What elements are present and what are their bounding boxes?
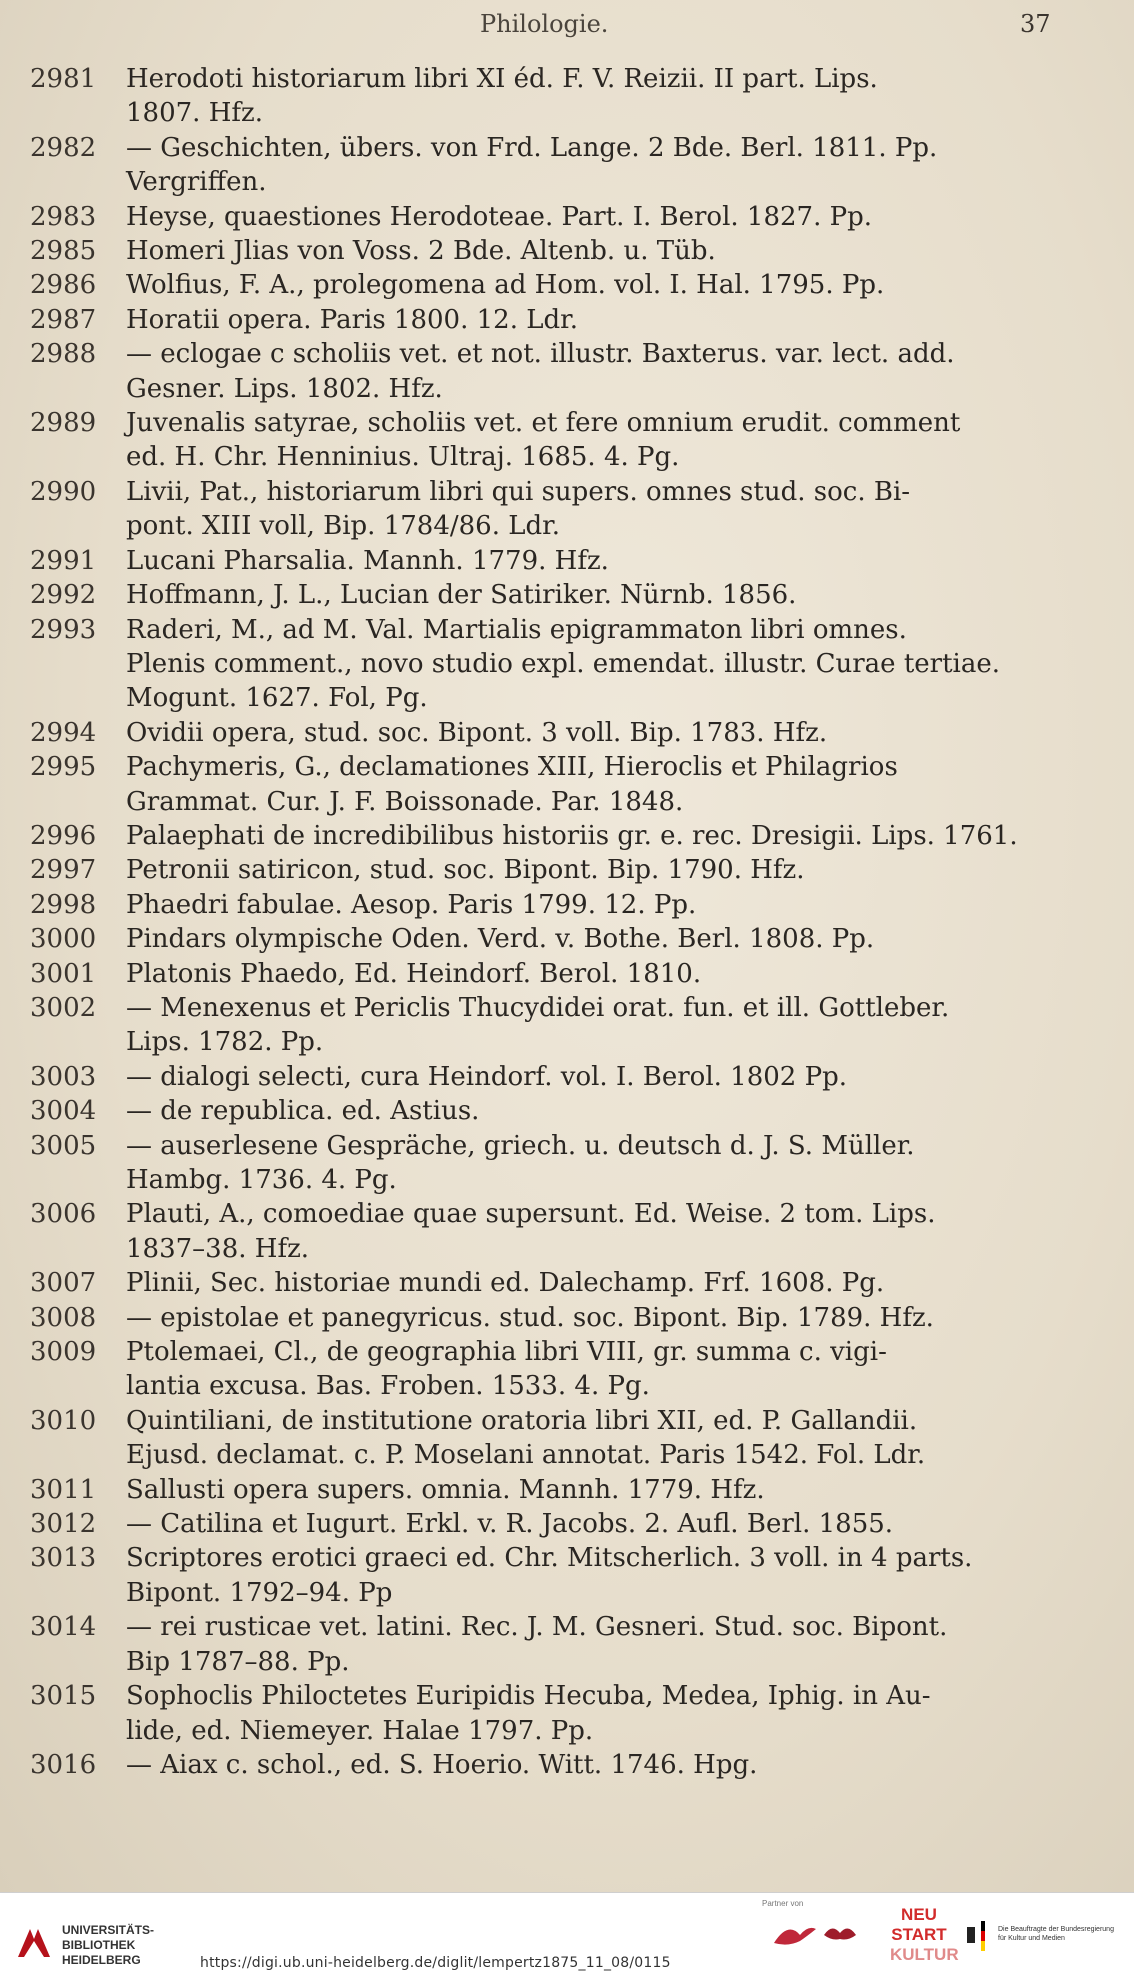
entry-line: — auserlesene Gespräche, griech. u. deutsch d. J. S. Müller. xyxy=(126,1130,915,1161)
entry-number: 3008 xyxy=(30,1302,97,1333)
entry-number: 2983 xyxy=(30,201,97,232)
entry-line: Lips. 1782. Pp. xyxy=(126,1027,324,1058)
catalog-entry xyxy=(30,1266,1070,1300)
entry-number: 3010 xyxy=(30,1405,97,1436)
entry-line: Bip 1787–88. Pp. xyxy=(126,1646,350,1677)
entry-line: Grammat. Cur. J. F. Boissonade. Par. 1848. xyxy=(126,786,684,817)
entry-number: 2985 xyxy=(30,236,97,267)
page-title: Philologie. xyxy=(480,10,609,38)
entry-number: 3006 xyxy=(30,1199,97,1230)
catalog-entry xyxy=(30,337,1070,406)
entry-text xyxy=(126,1335,1070,1404)
entry-number: 2992 xyxy=(30,580,97,611)
entry-line: Plenis comment., novo studio expl. emendat. illustr. Curae tertiae. xyxy=(126,648,1000,679)
federal-commissioner-text[interactable]: Die Beauftragte der Bundesregierung für Kultur und Medien xyxy=(998,1926,1114,1942)
entry-text xyxy=(126,406,1070,475)
catalog-entry xyxy=(30,613,1070,716)
catalog-entry xyxy=(30,1301,1070,1335)
entry-line: Hambg. 1736. 4. Pg. xyxy=(126,1165,397,1195)
catalog-entry xyxy=(30,1541,1070,1610)
entry-number: 2998 xyxy=(30,889,97,920)
entry-text xyxy=(126,131,1070,200)
entry-text xyxy=(126,1060,1070,1094)
entry-line: Herodoti historiarum libri XI éd. F. V. Reizii. II part. Lips. xyxy=(126,64,878,94)
entry-line: — rei rusticae vet. latini. Rec. J. M. Gesneri. Stud. soc. Bipont. xyxy=(126,1612,948,1643)
entry-line: Pindars olympische Oden. Verd. v. Bothe. Berl. 1808. Pp. xyxy=(126,924,875,955)
catalog-entry xyxy=(30,578,1070,612)
entry-number: 3004 xyxy=(30,1096,97,1127)
catalog-entry xyxy=(30,922,1070,956)
catalog-entry xyxy=(30,957,1070,991)
entry-text xyxy=(126,200,1070,234)
entry-number: 2991 xyxy=(30,545,97,576)
catalog-entry xyxy=(30,888,1070,922)
catalog-entry xyxy=(30,475,1070,544)
neustart-kultur-logo[interactable]: NEU START KULTUR xyxy=(890,1905,959,1964)
entry-text xyxy=(126,750,1070,819)
entry-text xyxy=(126,1404,1070,1473)
german-flag-icon xyxy=(975,1921,991,1951)
catalog-entry xyxy=(30,544,1070,578)
entry-number: 2986 xyxy=(30,270,97,301)
entry-text xyxy=(126,613,1070,716)
entry-text xyxy=(126,1197,1070,1266)
entry-line: Quintiliani, de institutione oratoria libri XII, ed. P. Gallandii. xyxy=(126,1405,918,1436)
entry-number: 3011 xyxy=(30,1474,97,1505)
entry-text xyxy=(126,716,1070,750)
entry-text xyxy=(126,62,1070,131)
catalog-entry xyxy=(30,200,1070,234)
entry-line: Vergriffen. xyxy=(126,167,267,198)
entry-text xyxy=(126,1748,1070,1782)
entry-text xyxy=(126,922,1070,956)
entry-line: lide, ed. Niemeyer. Halae 1797. Pp. xyxy=(126,1715,594,1746)
entry-text xyxy=(126,475,1070,544)
entry-number: 3001 xyxy=(30,958,97,989)
catalog-entry xyxy=(30,131,1070,200)
entry-line: Bipont. 1792–94. Pp xyxy=(126,1577,393,1608)
entry-number: 2993 xyxy=(30,614,97,645)
entry-number: 2990 xyxy=(30,476,97,507)
entry-number: 2997 xyxy=(30,855,97,886)
entry-line: Heyse, quaestiones Herodoteae. Part. I. Berol. 1827. Pp. xyxy=(126,201,873,232)
catalog-entry xyxy=(30,1404,1070,1473)
entry-text xyxy=(126,1266,1070,1300)
entry-number: 2988 xyxy=(30,339,97,370)
catalog-entry xyxy=(30,716,1070,750)
page-number: 37 xyxy=(1020,10,1051,38)
entry-line: Lucani Pharsalia. Mannh. 1779. Hfz. xyxy=(126,545,609,576)
catalog-entry xyxy=(30,1473,1070,1507)
entry-line: ed. H. Chr. Henninius. Ultraj. 1685. 4. Pg. xyxy=(126,442,680,473)
catalog-entry xyxy=(30,1060,1070,1094)
entry-text xyxy=(126,268,1070,302)
entry-line: — eclogae c scholiis vet. et not. illustr. Baxterus. var. lect. add. xyxy=(126,339,955,370)
permalink-url[interactable]: https://digi.ub.uni-heidelberg.de/diglit/lempertz1875_11_08/0115 xyxy=(200,1955,671,1971)
entry-line: — epistolae et panegyricus. stud. soc. Bipont. Bip. 1789. Hfz. xyxy=(126,1302,934,1333)
entry-number: 3002 xyxy=(30,992,97,1023)
entry-text xyxy=(126,1541,1070,1610)
entry-line: Palaephati de incredibilibus historiis gr. e. rec. Dresigii. Lips. 1761. xyxy=(126,820,1018,851)
entry-number: 3016 xyxy=(30,1749,97,1780)
catalog-entry xyxy=(30,234,1070,268)
entry-text xyxy=(126,1129,1070,1198)
catalog-entry xyxy=(30,750,1070,819)
catalog-entry xyxy=(30,1748,1070,1782)
entry-text xyxy=(126,957,1070,991)
entry-line: Raderi, M., ad M. Val. Martialis epigrammaton libri omnes. xyxy=(126,614,907,645)
catalog-entry xyxy=(30,853,1070,887)
entry-number: 2981 xyxy=(30,64,97,94)
entry-text xyxy=(126,1507,1070,1541)
catalog-entry xyxy=(30,1129,1070,1198)
page-header xyxy=(0,10,1134,50)
catalog-entry xyxy=(30,819,1070,853)
entry-number: 2994 xyxy=(30,717,97,748)
catalog-entry xyxy=(30,303,1070,337)
entry-line: Mogunt. 1627. Fol, Pg. xyxy=(126,683,428,714)
entry-line: Wolfius, F. A., prolegomena ad Hom. vol. I. Hal. 1795. Pp. xyxy=(126,270,885,301)
entry-line: Phaedri fabulae. Aesop. Paris 1799. 12. Pp. xyxy=(126,889,697,920)
entry-text xyxy=(126,337,1070,406)
entry-line: Ejusd. declamat. c. P. Moselani annotat. Paris 1542. Fol. Ldr. xyxy=(126,1440,926,1471)
catalog-entry xyxy=(30,1610,1070,1679)
partner-bird-logo-icon[interactable] xyxy=(770,1915,820,1955)
partner-eagle-logo-icon[interactable] xyxy=(820,1917,860,1953)
entry-number: 2982 xyxy=(30,132,97,163)
entry-text xyxy=(126,1610,1070,1679)
catalog-entry xyxy=(30,1197,1070,1266)
entry-number: 2987 xyxy=(30,304,97,335)
entry-text xyxy=(126,1301,1070,1335)
catalog-entry xyxy=(30,991,1070,1060)
entry-line: — Menexenus et Periclis Thucydidei orat. fun. et ill. Gottleber. xyxy=(126,992,950,1023)
entry-number: 3015 xyxy=(30,1681,97,1712)
entry-text xyxy=(126,303,1070,337)
entry-line: 1807. Hfz. xyxy=(126,98,263,129)
entry-line: pont. XIII voll, Bip. 1784/86. Ldr. xyxy=(126,511,560,542)
entry-number: 2995 xyxy=(30,752,97,783)
entry-number: 2989 xyxy=(30,408,97,439)
entry-line: Livii, Pat., historiarum libri qui supers. omnes stud. soc. Bi- xyxy=(126,476,911,507)
entry-line: Hoffmann, J. L., Lucian der Satiriker. Nürnb. 1856. xyxy=(126,580,797,611)
entry-line: lantia excusa. Bas. Froben. 1533. 4. Pg. xyxy=(126,1371,650,1402)
entry-line: Sallusti opera supers. omnia. Mannh. 1779. Hfz. xyxy=(126,1474,765,1505)
entry-line: Scriptores erotici graeci ed. Chr. Mitscherlich. 3 voll. in 4 parts. xyxy=(126,1543,973,1574)
entry-text xyxy=(126,544,1070,578)
entry-text xyxy=(126,1473,1070,1507)
entry-line: Pachymeris, G., declamationes XIII, Hieroclis et Philagrios xyxy=(126,752,898,783)
partner-label: Partner von xyxy=(762,1899,804,1908)
entry-line: Horatii opera. Paris 1800. 12. Ldr. xyxy=(126,304,578,335)
entry-line: — dialogi selecti, cura Heindorf. vol. I. Berol. 1802 Pp. xyxy=(126,1061,848,1092)
entry-text xyxy=(126,1679,1070,1748)
entry-line: Ovidii opera, stud. soc. Bipont. 3 voll. Bip. 1783. Hfz. xyxy=(126,717,828,748)
entry-line: Ptolemaei, Cl., de geographia libri VIII, gr. summa c. vigi- xyxy=(126,1337,887,1368)
entry-line: Juvenalis satyrae, scholiis vet. et fere omnium erudit. comment xyxy=(126,408,961,439)
catalog-entry xyxy=(30,268,1070,302)
entry-text xyxy=(126,853,1070,887)
entry-number: 3014 xyxy=(30,1612,97,1643)
entry-line: Platonis Phaedo, Ed. Heindorf. Berol. 1810. xyxy=(126,958,702,989)
entry-number: 2996 xyxy=(30,820,97,851)
catalog-entry xyxy=(30,406,1070,475)
entry-line: Gesner. Lips. 1802. Hfz. xyxy=(126,373,443,404)
entry-line: 1837–38. Hfz. xyxy=(126,1233,310,1264)
entry-text xyxy=(126,1094,1070,1128)
entry-line: Petronii satiricon, stud. soc. Bipont. Bip. 1790. Hfz. xyxy=(126,855,805,886)
entry-text xyxy=(126,888,1070,922)
entry-number: 3005 xyxy=(30,1130,97,1161)
catalog-entry xyxy=(30,1507,1070,1541)
entry-number: 3012 xyxy=(30,1509,97,1540)
entry-number: 3009 xyxy=(30,1337,97,1368)
entry-number: 3007 xyxy=(30,1268,97,1299)
entry-line: — Catilina et Iugurt. Erkl. v. R. Jacobs. 2. Aufl. Berl. 1855. xyxy=(126,1509,894,1540)
entry-line: — Geschichten, übers. von Frd. Lange. 2 Bde. Berl. 1811. Pp. xyxy=(126,132,938,163)
entry-number: 3013 xyxy=(30,1543,97,1574)
entry-text xyxy=(126,578,1070,612)
catalog-entry xyxy=(30,62,1070,131)
entry-line: Sophoclis Philoctetes Euripidis Hecuba, Medea, Iphig. in Au- xyxy=(126,1681,931,1712)
entry-text xyxy=(126,991,1070,1060)
entry-line: — Aiax c. schol., ed. S. Hoerio. Witt. 1746. Hpg. xyxy=(126,1749,758,1780)
entry-text xyxy=(126,819,1070,853)
entry-line: Homeri Jlias von Voss. 2 Bde. Altenb. u. Tüb. xyxy=(126,236,716,267)
entry-number: 3000 xyxy=(30,924,97,955)
entry-text xyxy=(126,234,1070,268)
entry-line: Plauti, A., comoediae quae supersunt. Ed. Weise. 2 tom. Lips. xyxy=(126,1199,936,1230)
catalog-entry xyxy=(30,1335,1070,1404)
entry-number: 3003 xyxy=(30,1061,97,1092)
entry-line: — de republica. ed. Astius. xyxy=(126,1096,480,1127)
catalog-entry xyxy=(30,1094,1070,1128)
catalog-entries xyxy=(30,62,1070,1782)
catalog-entry xyxy=(30,1679,1070,1748)
library-name[interactable]: UNIVERSITÄTS- BIBLIOTHEK HEIDELBERG xyxy=(62,1923,155,1967)
entry-line: Plinii, Sec. historiae mundi ed. Dalechamp. Frf. 1608. Pg. xyxy=(126,1268,885,1299)
university-library-logo-icon[interactable] xyxy=(12,1921,56,1965)
